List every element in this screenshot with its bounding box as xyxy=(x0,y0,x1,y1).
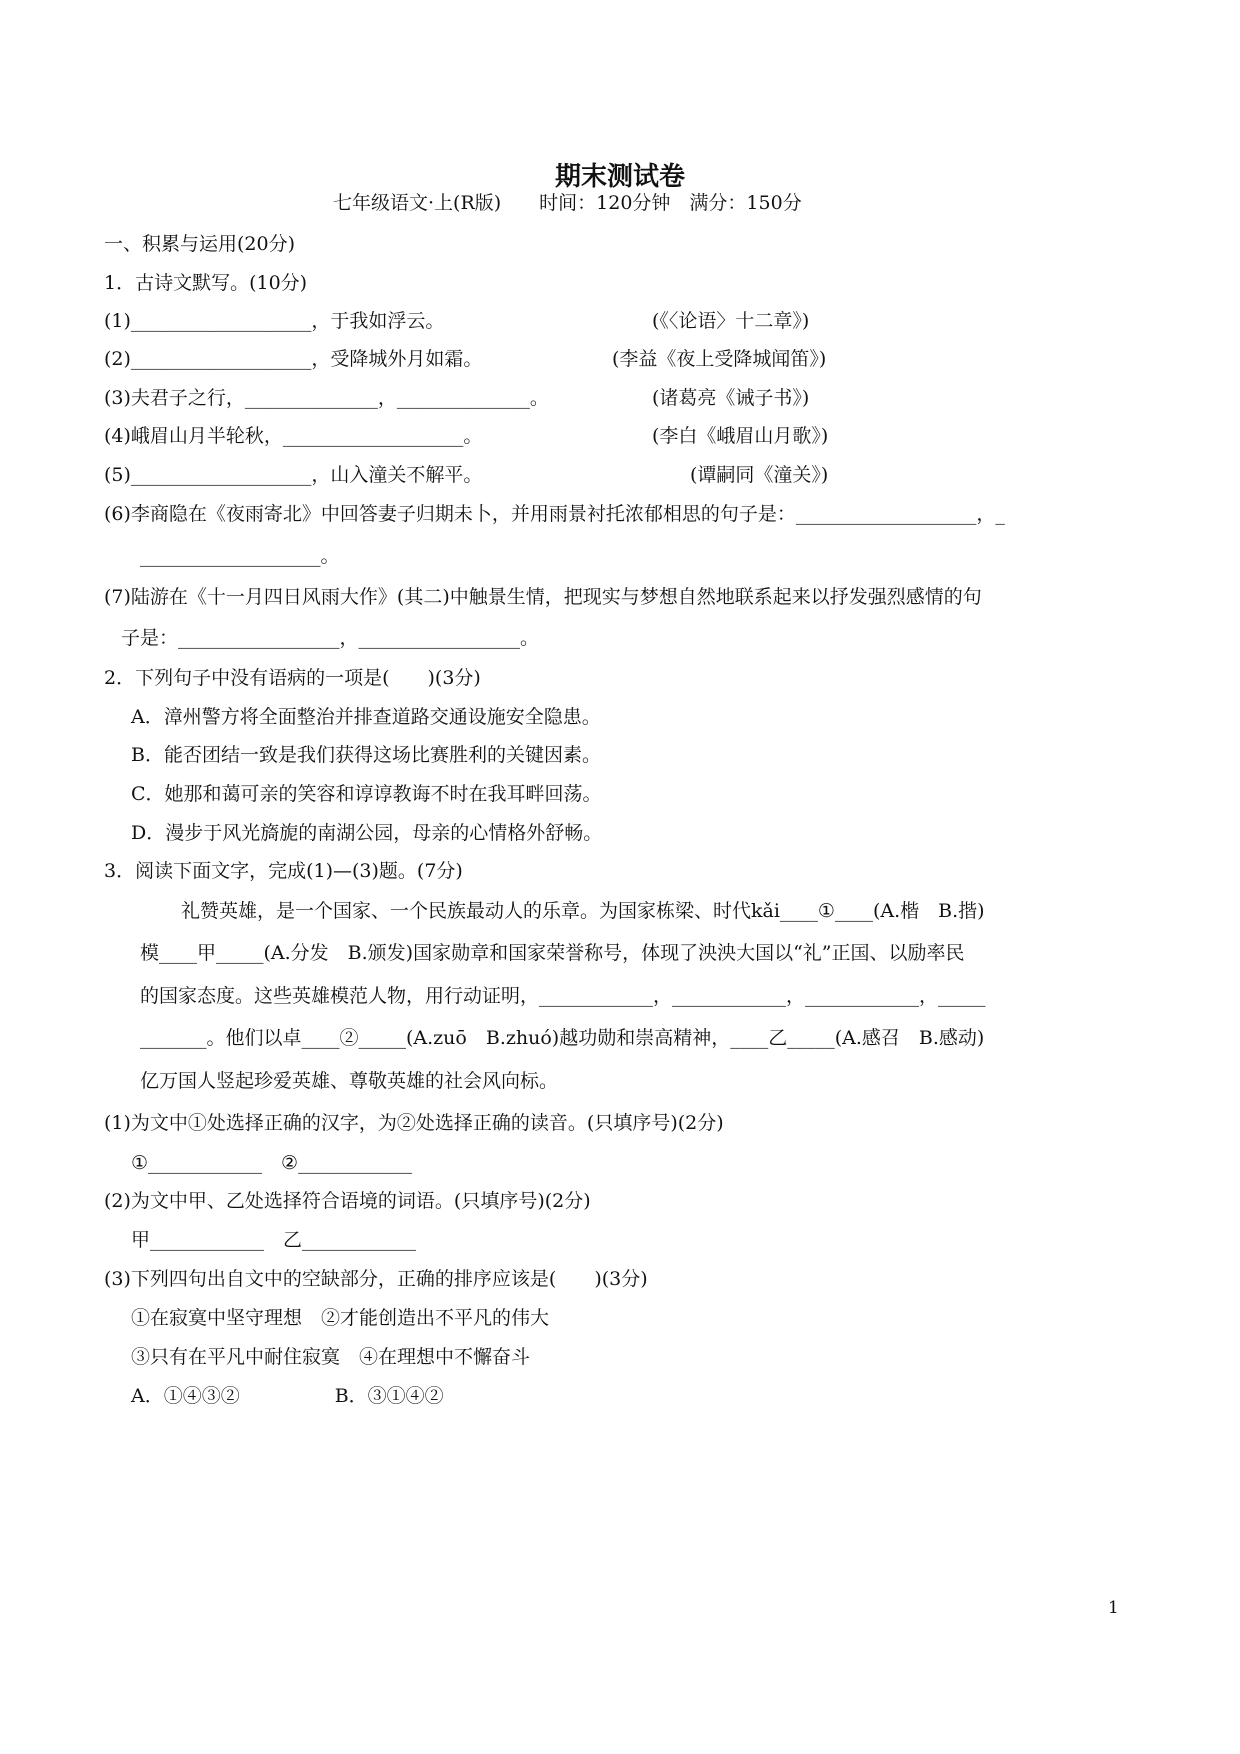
page-number: 1 xyxy=(1108,1598,1119,1618)
question-2-heading: 2．下列句子中没有语病的一项是( )(3分) xyxy=(104,667,481,689)
fill-blank-line: ___________________。 xyxy=(140,545,340,567)
sub-question-2: (2)为文中甲、乙处选择符合语境的词语。(只填序号)(2分) xyxy=(104,1190,591,1212)
passage-line: 亿万国人竖起珍爱英雄、尊敬英雄的社会风向标。 xyxy=(140,1070,559,1092)
sentence-choices: ①在寂寞中坚守理想 ②才能创造出不平凡的伟大 xyxy=(131,1307,550,1329)
source-citation: (诸葛亮《诫子书》) xyxy=(652,387,810,409)
fill-blank-line: (4)峨眉山月半轮秋，___________________。 xyxy=(104,425,483,447)
sub-question-1: (1)为文中①处选择正确的汉字，为②处选择正确的读音。(只填序号)(2分) xyxy=(104,1112,724,1134)
passage-line: 模____甲_____(A.分发 B.颁发)国家勋章和国家荣誉称号，体现了泱泱大国以“礼”正国、以励率民 xyxy=(140,942,965,964)
fill-blank-line: (5)___________________，山入潼关不解平。 xyxy=(104,464,483,486)
option-d: D．漫步于风光旖旎的南湖公园，母亲的心情格外舒畅。 xyxy=(131,822,603,844)
fill-blank-line: 子是：_________________，_________________。 xyxy=(121,627,540,649)
fill-blank-line: (2)___________________，受降城外月如霜。 xyxy=(104,348,483,370)
sentence-choices: ③只有在平凡中耐住寂寞 ④在理想中不懈奋斗 xyxy=(131,1346,531,1368)
fill-blank-line: (1)___________________，于我如浮云。 xyxy=(104,310,445,332)
question-3-heading: 3．阅读下面文字，完成(1)—(3)题。(7分) xyxy=(104,860,463,882)
source-citation: (李益《夜上受降城闻笛》) xyxy=(612,348,827,370)
exam-info: 七年级语文·上(R版) 时间：120分钟 满分：150分 xyxy=(333,192,802,214)
answer-blanks: ①____________ ②____________ xyxy=(131,1152,413,1174)
section-heading: 一、积累与运用(20分) xyxy=(104,233,296,255)
source-citation: (李白《峨眉山月歌》) xyxy=(652,425,829,447)
answer-blanks: 甲____________ 乙____________ xyxy=(131,1229,417,1251)
passage-line: _______。他们以卓____②_____(A.zuō B.zhuó)越功勋和崇高精神，____乙_____(A.感召 B.感动) xyxy=(140,1027,985,1049)
fill-blank-line: (7)陆游在《十一月四日风雨大作》(其二)中触景生情，把现实与梦想自然地联系起来以抒发强烈感情的句 xyxy=(104,586,982,608)
answer-options: A．①④③② B．③①④② xyxy=(131,1385,444,1407)
option-b: B．能否团结一致是我们获得这场比赛胜利的关键因素。 xyxy=(131,744,601,766)
passage-line: 的国家态度。这些英雄模范人物，用行动证明，____________，____________，____________，_____ xyxy=(140,985,986,1007)
question-1-heading: 1．古诗文默写。(10分) xyxy=(104,272,308,294)
page-title: 期末测试卷 xyxy=(554,162,685,192)
option-c: C．她那和蔼可亲的笑容和谆谆教诲不时在我耳畔回荡。 xyxy=(131,783,602,805)
option-a: A．漳州警方将全面整治并排查道路交通设施安全隐患。 xyxy=(131,706,601,728)
source-citation: (《〈论语〉十二章》) xyxy=(652,310,810,332)
sub-question-3: (3)下列四句出自文中的空缺部分，正确的排序应该是( )(3分) xyxy=(104,1268,648,1290)
fill-blank-line: (6)李商隐在《夜雨寄北》中回答妻子归期未卜，并用雨景衬托浓郁相思的句子是：___________________，_ xyxy=(104,503,1005,525)
fill-blank-line: (3)夫君子之行，______________，______________。 xyxy=(104,387,549,409)
source-citation: (谭嗣同《潼关》) xyxy=(690,464,829,486)
passage-line: 礼赞英雄，是一个国家、一个民族最动人的乐章。为国家栋梁、时代kǎi____①____(A.楷 B.揩) xyxy=(181,900,985,922)
